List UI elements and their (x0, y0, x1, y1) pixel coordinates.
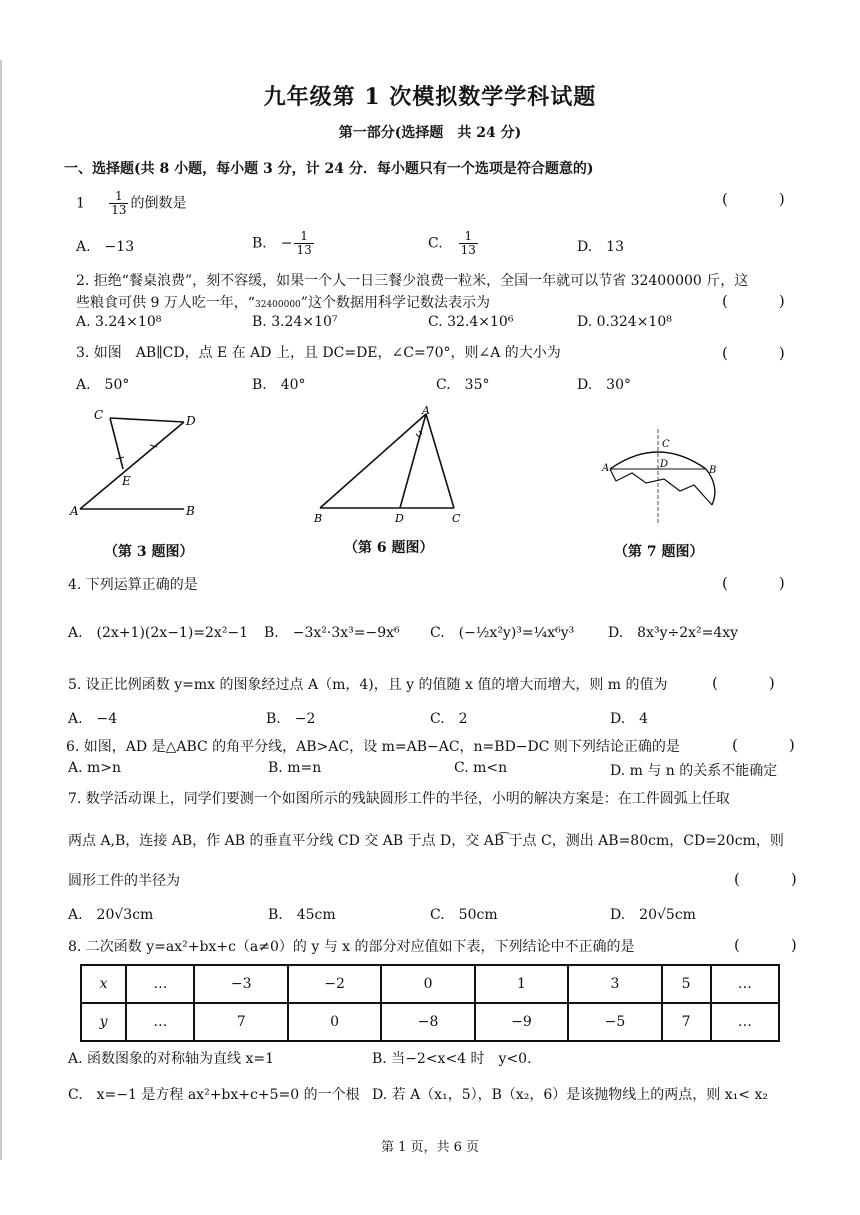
table-cell: 5 (662, 965, 711, 1003)
q4-option-b: B. −3x²·3x³=−9x⁶ (264, 625, 400, 641)
table-cell: … (711, 965, 779, 1003)
part-subtitle: 第一部分(选择题 共 24 分) (338, 125, 522, 141)
question-1-fraction: $\frac{1}{13}$ (111, 189, 127, 217)
q5-option-b: B. −2 (266, 711, 316, 727)
table-cell: 7 (194, 1003, 287, 1041)
q4-option-d: D. 8x³y÷2x²=4xy (608, 625, 739, 641)
fig6-label-d: D (395, 512, 404, 525)
q8-option-c: C. x=−1 是方程 ax²+bx+c+5=0 的一个根 (68, 1087, 360, 1103)
fig7-label-b: B (709, 465, 717, 476)
section-heading: 一、选择题(共 8 小题，每小题 3 分，计 24 分．每小题只有一个选项是符合题意的) (64, 161, 594, 177)
table-cell: 3 (568, 965, 661, 1003)
q2-option-d: D. 0.324×10⁸ (577, 314, 672, 330)
table-cell: … (126, 1003, 194, 1041)
answer-paren-7: ( ) (734, 870, 815, 888)
q3-option-c: C. 35° (436, 377, 490, 393)
q4-option-c: C. (−½x²y)³=¼x⁶y³ (430, 625, 575, 641)
q6-option-d: D. m 与 n 的关系不能确定 (610, 763, 778, 779)
figure-6-caption: （第 6 题图） (344, 540, 434, 556)
q1-option-b: B. − $\frac{1}{13}$ (252, 229, 312, 257)
table-cell: −5 (568, 1003, 661, 1041)
fig7-label-a: A (602, 463, 610, 474)
figure-6-diagram (306, 400, 476, 528)
answer-paren-2: ( ) (722, 292, 803, 310)
fig3-label-d: D (186, 414, 196, 428)
q7-option-b: B. 45cm (268, 907, 336, 923)
question-1-number: 1 (76, 195, 85, 212)
fig3-label-c: C (94, 408, 104, 422)
q1-option-c: C. $\frac{1}{13}$ (428, 229, 476, 257)
question-7-line-2: 两点 A,B，连接 AB，作 AB 的垂直平分线 CD 交 AB 于点 D，交 AB͡ 于点 C，测出 AB=80cm，CD=20cm，则 (68, 833, 784, 849)
figure-7-diagram (594, 425, 730, 525)
q4-option-a: A. (2x+1)(2x−1)=2x²−1 (68, 625, 249, 641)
fig3-label-b: B (186, 504, 195, 518)
question-2-line-1: 2. 拒绝“餐桌浪费”，刻不容缓，如果一个人一日三餐少浪费一粒米，全国一年就可以节省 32400000 斤，这 (76, 273, 749, 289)
value-table (80, 964, 780, 1042)
answer-paren-4: ( ) (722, 574, 803, 592)
fig7-label-c: C (662, 439, 670, 450)
question-2-line-2: 些粮食可供 9 万人吃一年，“32400000”这个数据用科学记数法表示为 (76, 295, 490, 311)
q2-option-c: C. 32.4×10⁶ (428, 314, 514, 330)
page-title: 九年级第 1 次模拟数学学科试题 (263, 84, 597, 110)
table-row-y (81, 1003, 779, 1041)
answer-paren-3: ( ) (722, 344, 803, 362)
q8-option-a: A. 函数图象的对称轴为直线 x=1 (68, 1051, 274, 1067)
fig3-label-e: E (122, 474, 131, 488)
q7-option-d: D. 20√5cm (610, 907, 696, 923)
table-cell: 0 (288, 1003, 381, 1041)
question-8-stem: 8. 二次函数 y=ax²+bx+c（a≠0）的 y 与 x 的部分对应值如下表，下列结论中不正确的是 (68, 939, 635, 955)
fig3-label-a: A (70, 504, 79, 518)
table-cell: −9 (475, 1003, 568, 1041)
answer-paren-1: ( ) (722, 190, 803, 208)
fig6-label-a: A (422, 404, 430, 417)
q5-option-c: C. 2 (430, 711, 468, 727)
figure-7-caption: （第 7 题图） (614, 544, 704, 560)
q6-option-c: C. m<n (454, 760, 508, 776)
q6-option-a: A. m>n (68, 760, 122, 776)
q7-option-a: A. 20√3cm (68, 907, 154, 923)
table-cell: … (711, 1003, 779, 1041)
table-cell: 0 (381, 965, 474, 1003)
q3-option-a: A. 50° (76, 377, 130, 393)
page-footer: 第 1 页，共 6 页 (380, 1140, 480, 1155)
table-cell: y (81, 1003, 126, 1041)
q8-option-b: B. 当−2<x<4 时 y<0. (372, 1051, 532, 1067)
q1-option-a: A. −13 (76, 239, 135, 255)
answer-paren-6: ( ) (732, 736, 813, 754)
fig7-label-d: D (660, 459, 669, 470)
table-row-x (81, 965, 779, 1003)
question-6-stem: 6. 如图，AD 是△ABC 的角平分线，AB>AC，设 m=AB−AC，n=BD−DC 则下列结论正确的是 (66, 739, 680, 755)
table-cell: 1 (475, 965, 568, 1003)
question-7-line-1: 7. 数学活动课上，同学们要测一个如图所示的残缺圆形工件的半径，小明的解决方案是：在工件圆弧上任取 (68, 791, 730, 807)
table-cell: … (126, 965, 194, 1003)
q3-option-d: D. 30° (577, 377, 631, 393)
q6-option-b: B. m=n (268, 760, 322, 776)
question-4-stem: 4. 下列运算正确的是 (68, 577, 198, 593)
table-cell: −3 (194, 965, 287, 1003)
fig6-label-b: B (314, 512, 323, 525)
question-1-stem: 1 $\frac{1}{13}$ 的倒数是 (76, 189, 187, 217)
q3-option-b: B. 40° (252, 377, 306, 393)
table-cell: x (81, 965, 126, 1003)
table-cell: 7 (662, 1003, 711, 1041)
fig6-label-c: C (452, 512, 461, 525)
answer-paren-8: ( ) (734, 936, 815, 954)
answer-paren-5: ( ) (712, 674, 793, 692)
figure-3-diagram (66, 405, 206, 520)
table-cell: −2 (288, 965, 381, 1003)
q2-option-b: B. 3.24×10⁷ (252, 314, 338, 330)
scan-edge-line (0, 60, 2, 1160)
q1-option-d: D. 13 (577, 239, 624, 255)
figure-3-caption: （第 3 题图） (104, 544, 194, 560)
question-7-line-3: 圆形工件的半径为 (68, 873, 180, 889)
q5-option-a: A. −4 (68, 711, 118, 727)
q8-option-d: D. 若 A（x₁，5），B（x₂，6）是该抛物线上的两点，则 x₁< x₂ (372, 1087, 768, 1103)
q7-option-c: C. 50cm (430, 907, 498, 923)
q2-option-a: A. 3.24×10⁸ (76, 314, 162, 330)
question-5-stem: 5. 设正比例函数 y=mx 的图象经过点 A（m，4)，且 y 的值随 x 值的增大而增大，则 m 的值为 (68, 677, 668, 693)
table-cell: −8 (381, 1003, 474, 1041)
q5-option-d: D. 4 (610, 711, 649, 727)
question-3-stem: 3. 如图 AB∥CD，点 E 在 AD 上，且 DC=DE，∠C=70°，则∠A 的大小为 (76, 345, 561, 361)
